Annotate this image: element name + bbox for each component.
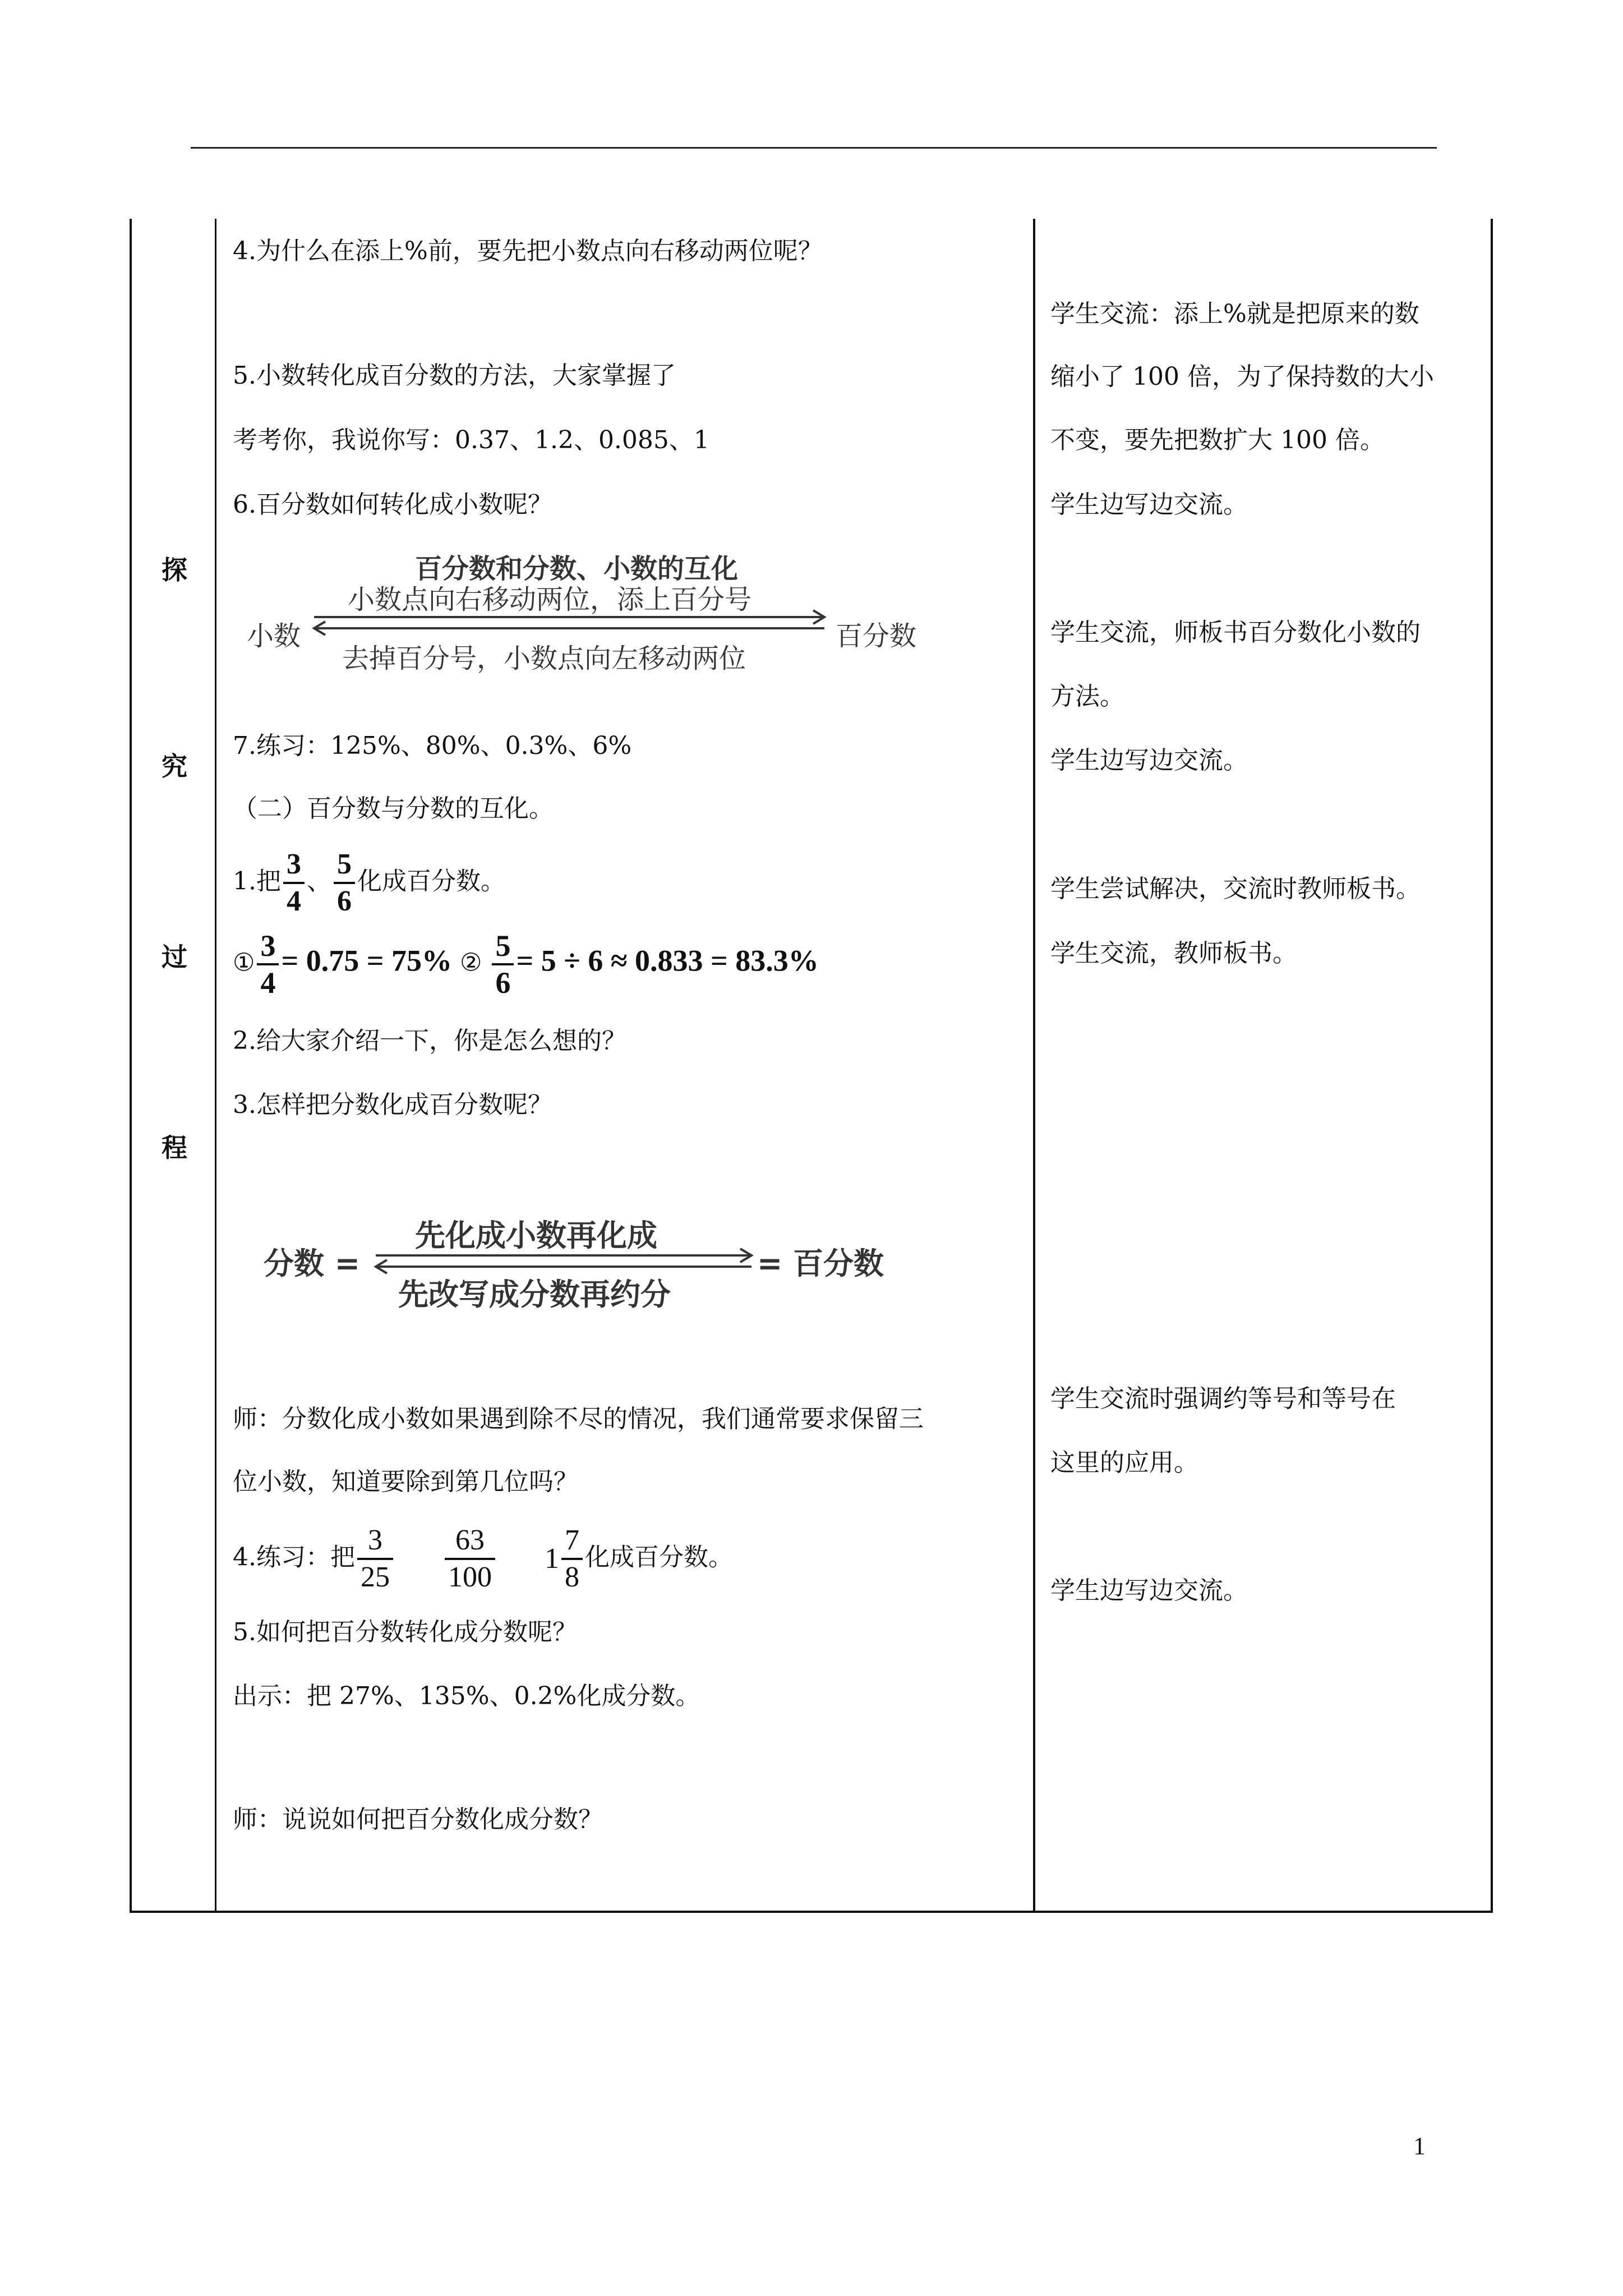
page-number: 1 <box>1413 2132 1426 2160</box>
side-label-1: 探 <box>162 555 187 585</box>
table-bottom-border <box>130 1911 1493 1913</box>
diagram1-title: 百分数和分数、小数的互化 <box>415 553 739 585</box>
fraction-denominator: 6 <box>495 966 511 1000</box>
side-label-2: 究 <box>162 751 187 781</box>
exercise-4-suffix: 化成百分数。 <box>584 1543 733 1572</box>
student-note-1a: 学生交流：添上%就是把原来的数 <box>1050 300 1419 328</box>
teacher-remark-3: 师：说说如何把百分数化成分数？ <box>233 1805 603 1834</box>
side-label-4: 程 <box>162 1133 187 1163</box>
fraction-numerator: 5 <box>334 847 355 884</box>
task-1-separator: 、 <box>306 867 331 896</box>
question-3-method: 3.怎样把分数化成百分数呢？ <box>233 1091 552 1119</box>
solution-line <box>233 928 819 1000</box>
fraction-three-quarters <box>283 847 305 919</box>
question-6: 6.百分数如何转化成小数呢？ <box>233 490 552 519</box>
table-left-border <box>130 219 132 1913</box>
question-4: 4.为什么在添上%前，要先把小数点向右移动两位呢？ <box>233 237 823 265</box>
diagram2-top-arrow-label: 先化成小数再化成 <box>415 1218 657 1253</box>
task-1-suffix: 化成百分数。 <box>357 867 505 896</box>
fraction-63-100 <box>445 1523 495 1595</box>
task-1-line <box>233 847 505 919</box>
mixed-number-whole: 1 <box>544 1543 559 1575</box>
teacher-remark-2: 位小数，知道要除到第几位吗？ <box>233 1467 578 1496</box>
exercise-4-prefix: 4.练习：把 <box>233 1543 355 1572</box>
diagram1-top-arrow-label: 小数点向右移动两位，添上百分号 <box>348 584 752 615</box>
student-note-1b: 缩小了 100 倍，为了保持数的大小 <box>1050 362 1434 391</box>
fraction-five-sixths <box>492 928 514 1000</box>
fraction-denominator: 100 <box>448 1561 492 1593</box>
table-col-divider-2 <box>1033 219 1035 1913</box>
header-rule <box>191 147 1437 149</box>
student-note-3b: 方法。 <box>1050 682 1124 711</box>
student-note-3a: 学生交流，师板书百分数化小数的 <box>1050 618 1421 647</box>
table-col-divider-1 <box>215 219 216 1913</box>
student-note-8: 学生边写边交流。 <box>1050 1576 1248 1605</box>
fraction-numerator: 3 <box>357 1523 393 1560</box>
fraction-denominator: 25 <box>360 1561 390 1593</box>
conversion-diagram-1 <box>247 547 953 687</box>
question-2-explain: 2.给大家介绍一下，你是怎么想的？ <box>233 1027 626 1055</box>
diagram1-bottom-arrow-label: 去掉百分号，小数点向左移动两位 <box>342 643 746 674</box>
circled-one: ① <box>233 948 255 977</box>
question-5-convert: 5.如何把百分数转化成分数呢？ <box>233 1618 577 1646</box>
diagram2-bottom-arrow-label: 先改写成分数再约分 <box>398 1277 671 1312</box>
task-1-prefix: 1.把 <box>233 867 281 896</box>
quiz-prompt: 考考你，我说你写：0.37、1.2、0.085、1 <box>233 426 709 454</box>
solution-2-equation: = 5 ÷ 6 ≈ 0.833 = 83.3% <box>516 944 819 978</box>
student-note-5: 学生尝试解决，交流时教师板书。 <box>1050 875 1421 903</box>
student-note-7b: 这里的应用。 <box>1050 1448 1198 1477</box>
student-note-6: 学生交流，教师板书。 <box>1050 939 1297 968</box>
conversion-diagram-2 <box>264 1212 965 1324</box>
diagram2-right-label: = 百分数 <box>757 1246 884 1281</box>
side-label-3: 过 <box>162 942 187 972</box>
exercise-4-line <box>233 1523 733 1595</box>
diagram1-left-label: 小数 <box>247 620 301 652</box>
fraction-7-8 <box>561 1523 583 1595</box>
exercise-7: 7.练习：125%、80%、0.3%、6% <box>233 731 632 760</box>
diagram1-right-label: 百分数 <box>836 620 917 652</box>
fraction-denominator: 6 <box>336 885 352 917</box>
student-note-4: 学生边写边交流。 <box>1050 746 1248 775</box>
section-2-heading: （二）百分数与分数的互化。 <box>233 794 554 823</box>
fraction-numerator: 5 <box>492 928 514 965</box>
fraction-3-25 <box>357 1523 393 1595</box>
fraction-numerator: 3 <box>283 847 305 884</box>
fraction-numerator: 63 <box>445 1523 495 1560</box>
fraction-denominator: 4 <box>260 966 276 1000</box>
student-note-2: 学生边写边交流。 <box>1050 490 1248 519</box>
circled-two: ② <box>460 948 482 977</box>
fraction-numerator: 7 <box>561 1523 583 1560</box>
question-5: 5.小数转化成百分数的方法，大家掌握了 <box>233 361 676 390</box>
teacher-remark-1: 师：分数化成小数如果遇到除不尽的情况，我们通常要求保留三 <box>233 1405 924 1433</box>
student-note-7a: 学生交流时强调约等号和等号在 <box>1050 1384 1396 1413</box>
show-prompt: 出示：把 27%、135%、0.2%化成分数。 <box>233 1682 700 1710</box>
fraction-denominator: 8 <box>564 1561 579 1593</box>
fraction-denominator: 4 <box>286 885 301 917</box>
fraction-three-quarters <box>257 928 279 1000</box>
solution-1-equation: = 0.75 = 75% <box>281 944 452 978</box>
diagram2-left-label: 分数 = <box>264 1246 361 1281</box>
fraction-numerator: 3 <box>257 928 279 965</box>
fraction-five-sixths <box>334 847 355 919</box>
student-note-1c: 不变，要先把数扩大 100 倍。 <box>1050 426 1385 454</box>
table-right-border <box>1491 219 1493 1913</box>
